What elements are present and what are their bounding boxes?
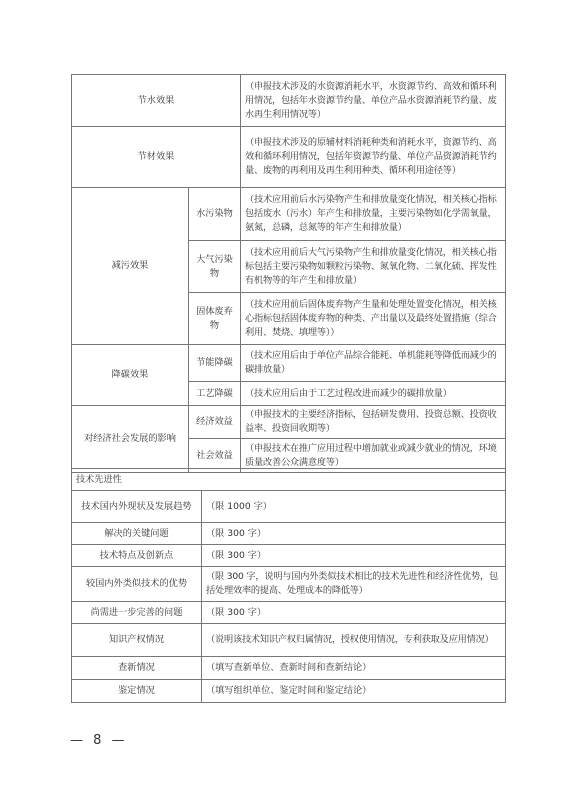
row-label-pollution: 减污效果 (72, 188, 189, 345)
row-desc: （说明该技术知识产权归属情况，授权使用情况，专利获取及应用情况） (202, 624, 506, 657)
sub-desc-air-pollutant: （技术应用前后大气污染物产生和排放量变化情况，相关核心指标包括主要污染物如颗粒污染物、氮氧化物、二氧化硫、挥发性有机物等的年产生和排放量） (241, 241, 506, 293)
sub-label-air-pollutant: 大气污染物 (189, 241, 241, 293)
sub-label-economic-benefit: 经济效益 (189, 406, 241, 439)
sub-label-energy-carbon: 节能降碳 (189, 345, 241, 382)
table-row (72, 188, 506, 241)
row-label-carbon: 降碳效果 (72, 345, 189, 406)
sub-label-social-benefit: 社会效益 (189, 439, 241, 473)
row-desc: （填写组织单位、鉴定时间和鉴定结论） (202, 680, 506, 703)
advanced-table (71, 468, 506, 703)
table-row (72, 406, 506, 439)
table-row (72, 602, 506, 624)
row-label: 查新情况 (72, 657, 202, 680)
sub-label-solid-waste: 固体废弃物 (189, 293, 241, 345)
row-desc-material: （申报技术涉及的原辅材料消耗种类和消耗水平，资源节约、高效和循环利用情况，包括年资源节约量、单位产品资源消耗节约量、废物的再利用及再生利用种类、循环利用途径等） (241, 127, 506, 188)
row-label: 技术特点及创新点 (72, 545, 202, 567)
sub-desc-process-carbon: （技术应用后由于工艺过程改进而减少的碳排放量） (241, 382, 506, 406)
table-row (72, 491, 506, 523)
row-label-water: 节水效果 (72, 75, 241, 127)
sub-desc-water-pollutant: （技术应用前后水污染物产生和排放量变化情况，相关核心指标包括废水（污水）年产生和排放量，主要污染物如化学需氧量，氨氮，总磷，总氮等的年产生和排放量） (241, 188, 506, 241)
table-row (72, 624, 506, 657)
row-label: 较国内外类似技术的优势 (72, 567, 202, 602)
table-row (72, 469, 506, 491)
table-row (72, 345, 506, 382)
table-row (72, 567, 506, 602)
table-row (72, 127, 506, 188)
sub-desc-social-benefit: （申报技术在推广应用过程中增加就业或减少就业的情况，环境质量改善公众满意度等） (241, 439, 506, 473)
row-label: 技术国内外现状及发展趋势 (72, 491, 202, 523)
sub-label-process-carbon: 工艺降碳 (189, 382, 241, 406)
row-desc: （限 300 字） (202, 545, 506, 567)
row-desc: （限 300 字） (202, 602, 506, 624)
table-row (72, 523, 506, 545)
row-desc: （限 1000 字） (202, 491, 506, 523)
page-number: — 8 — (70, 733, 128, 748)
row-label: 尚需进一步完善的问题 (72, 602, 202, 624)
section-title: 技术先进性 (72, 469, 506, 491)
row-desc-water: （申报技术涉及的水资源消耗水平，水资源节约、高效和循环利用情况，包括年水资源节约量、单位产品水资源消耗节约量、废水再生利用情况等） (241, 75, 506, 127)
effects-table (71, 74, 506, 473)
sub-desc-economic-benefit: （申报技术的主要经济指标，包括研发费用、投资总额、投资收益率、投资回收期等） (241, 406, 506, 439)
row-desc: （限 300 字） (202, 523, 506, 545)
row-label: 鉴定情况 (72, 680, 202, 703)
row-label: 知识产权情况 (72, 624, 202, 657)
row-label-economic: 对经济社会发展的影响 (72, 406, 189, 473)
table-row (72, 657, 506, 680)
row-desc: （填写查新单位、查新时间和查新结论） (202, 657, 506, 680)
row-desc: （限 300 字，说明与国内外类似技术相比的技术先进性和经济性优势，包括处理效率的提高、处理成本的降低等） (202, 567, 506, 602)
table-row (72, 75, 506, 127)
table-row (72, 545, 506, 567)
sub-desc-solid-waste: （技术应用前后固体废弃物产生量和处理处置变化情况，相关核心指标包括固体废弃物的种类、产出量以及最终处置措施（综合利用、焚烧、填埋等）） (241, 293, 506, 345)
row-label: 解决的关键问题 (72, 523, 202, 545)
row-label-material: 节材效果 (72, 127, 241, 188)
sub-desc-energy-carbon: （技术应用后由于单位产品综合能耗、单机能耗等降低而减少的碳排放量） (241, 345, 506, 382)
table-row (72, 680, 506, 703)
sub-label-water-pollutant: 水污染物 (189, 188, 241, 241)
